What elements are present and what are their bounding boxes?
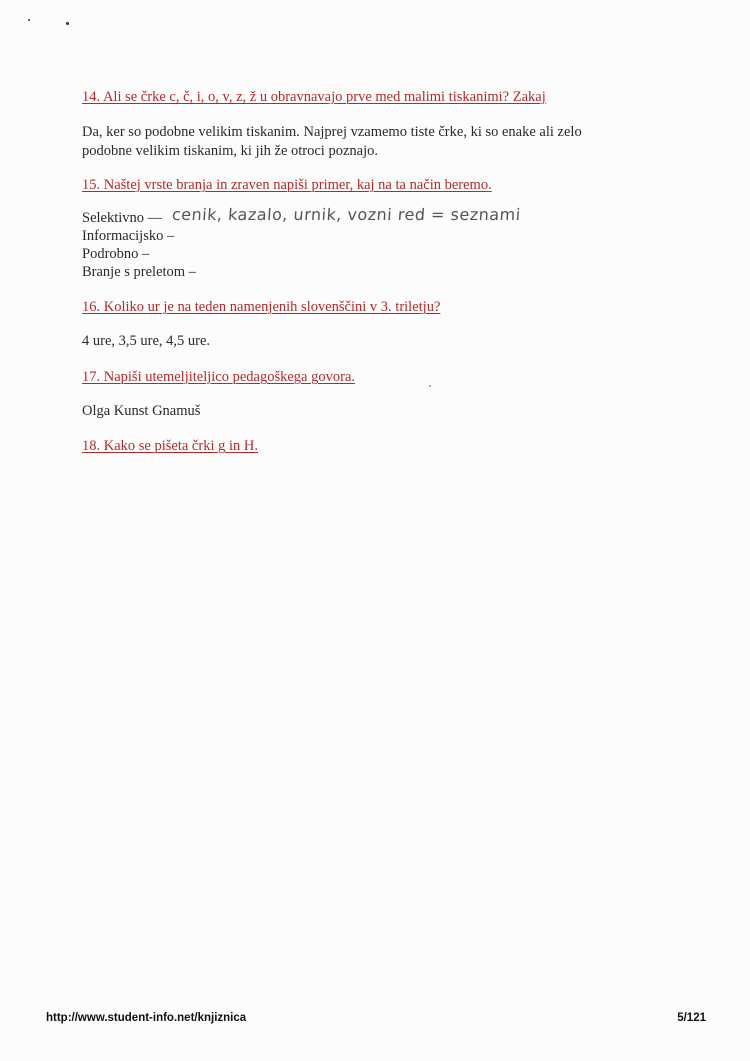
answer-16: 4 ure, 3,5 ure, 4,5 ure.	[82, 333, 211, 349]
answer-14-line-1: Da, ker so podobne velikim tiskanim. Najprej vzamemo tiste črke, ki so enake ali zelo	[82, 124, 582, 140]
reading-type-detailed: Podrobno –	[82, 246, 150, 262]
question-14: 14. Ali se črke c, č, i, o, v, z, ž u obravnavajo prve med malimi tiskanimi? Zakaj	[82, 89, 546, 105]
footer-url: http://www.student-info.net/knjiznica	[46, 1012, 247, 1024]
scan-speck	[429, 385, 431, 387]
question-17: 17. Napiši utemeljiteljico pedagoškega govora.	[82, 369, 356, 385]
footer-page-number: 5/121	[677, 1012, 706, 1024]
question-18: 18. Kako se pišeta črki g in H.	[82, 438, 258, 454]
question-15: 15. Naštej vrste branja in zraven napiši primer, kaj na ta način beremo.	[82, 177, 492, 193]
scan-speck	[28, 19, 30, 21]
question-16: 16. Koliko ur je na teden namenjenih slovenščini v 3. triletju?	[82, 299, 441, 315]
scan-speck	[66, 22, 69, 25]
answer-14-line-2: podobne velikim tiskanim, ki jih že otroci poznajo.	[82, 143, 378, 159]
answer-17: Olga Kunst Gnamuš	[82, 403, 201, 419]
answer-14	[82, 123, 642, 161]
reading-type-skimming: Branje s preletom –	[82, 264, 196, 280]
reading-type-informational: Informacijsko –	[82, 228, 175, 244]
handwritten-answer-selective: cenik, kazalo, urnik, vozni red = seznami	[171, 205, 522, 224]
reading-type-selective: Selektivno —	[82, 210, 163, 226]
